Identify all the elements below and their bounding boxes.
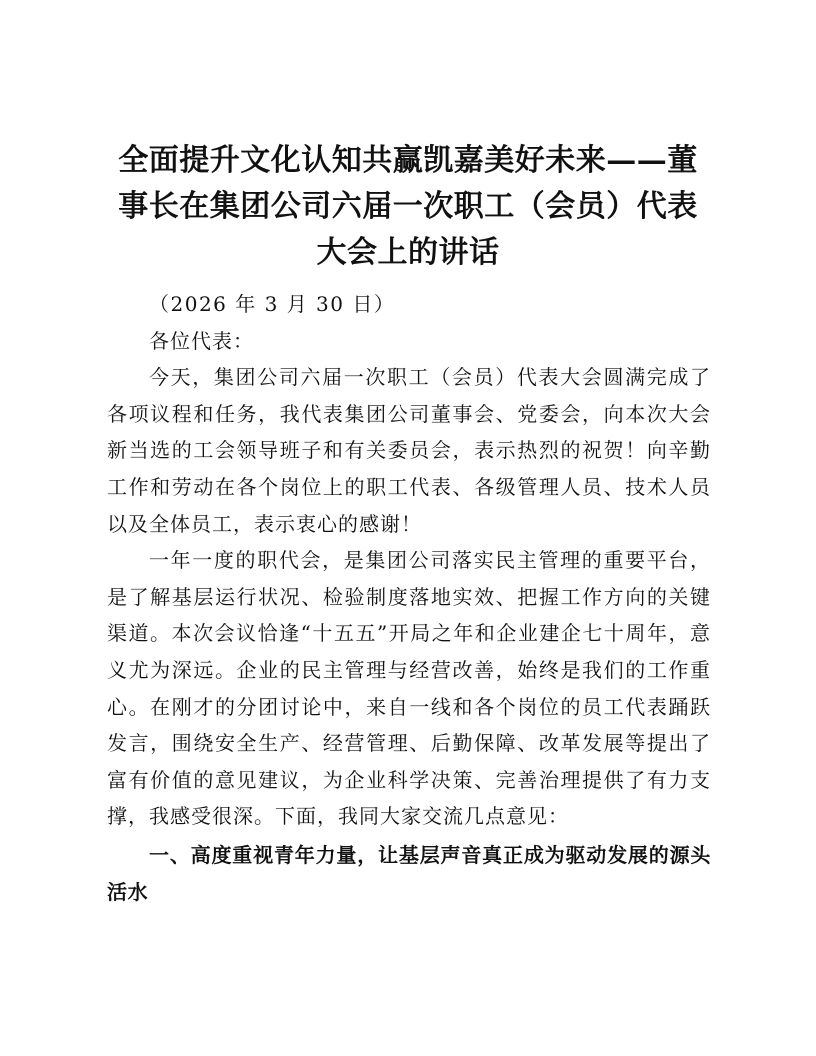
salutation: 各位代表：: [149, 328, 254, 353]
document-title: 全面提升文化认知共赢凯嘉美好未来——董事长在集团公司六届一次职工（会员）代表大会上的讲话: [118, 143, 698, 270]
paragraph-congress-significance: 一年一度的职代会，是集团公司落实民主管理的重要平台，是了解基层运行状况、检验制度落地实效、把握工作方向的关键渠道。本次会议恰逢“十五五”开局之年和企业建企七十周年，意义尤为深远。企业的民主管理与经营改善，始终是我们的工作重心。在刚才的分团讨论中，来自一线和各个岗位的员工代表踊跃发言，围绕安全生产、经营管理、后勤保障、改革发展等提出了富有价值的意见建议，为企业科学决策、完善治理提供了有力支撑，我感受很深。下面，我同大家交流几点意见：: [107, 548, 711, 829]
document-body: [107, 286, 711, 910]
speech-date: （2026 年 3 月 30 日）: [149, 292, 396, 316]
paragraph-opening: 今天，集团公司六届一次职工（会员）代表大会圆满完成了各项议程和任务，我代表集团公司董事会、党委会，向本次大会新当选的工会领导班子和有关委员会，表示热烈的祝贺！向辛勤工作和劳动在各个岗位上的职工代表、各级管理人员、技术人员以及全体员工，表示衷心的感谢！: [107, 365, 711, 536]
section-heading-one: 一、高度重视青年力量，让基层声音真正成为驱动发展的源头活水: [107, 842, 711, 904]
